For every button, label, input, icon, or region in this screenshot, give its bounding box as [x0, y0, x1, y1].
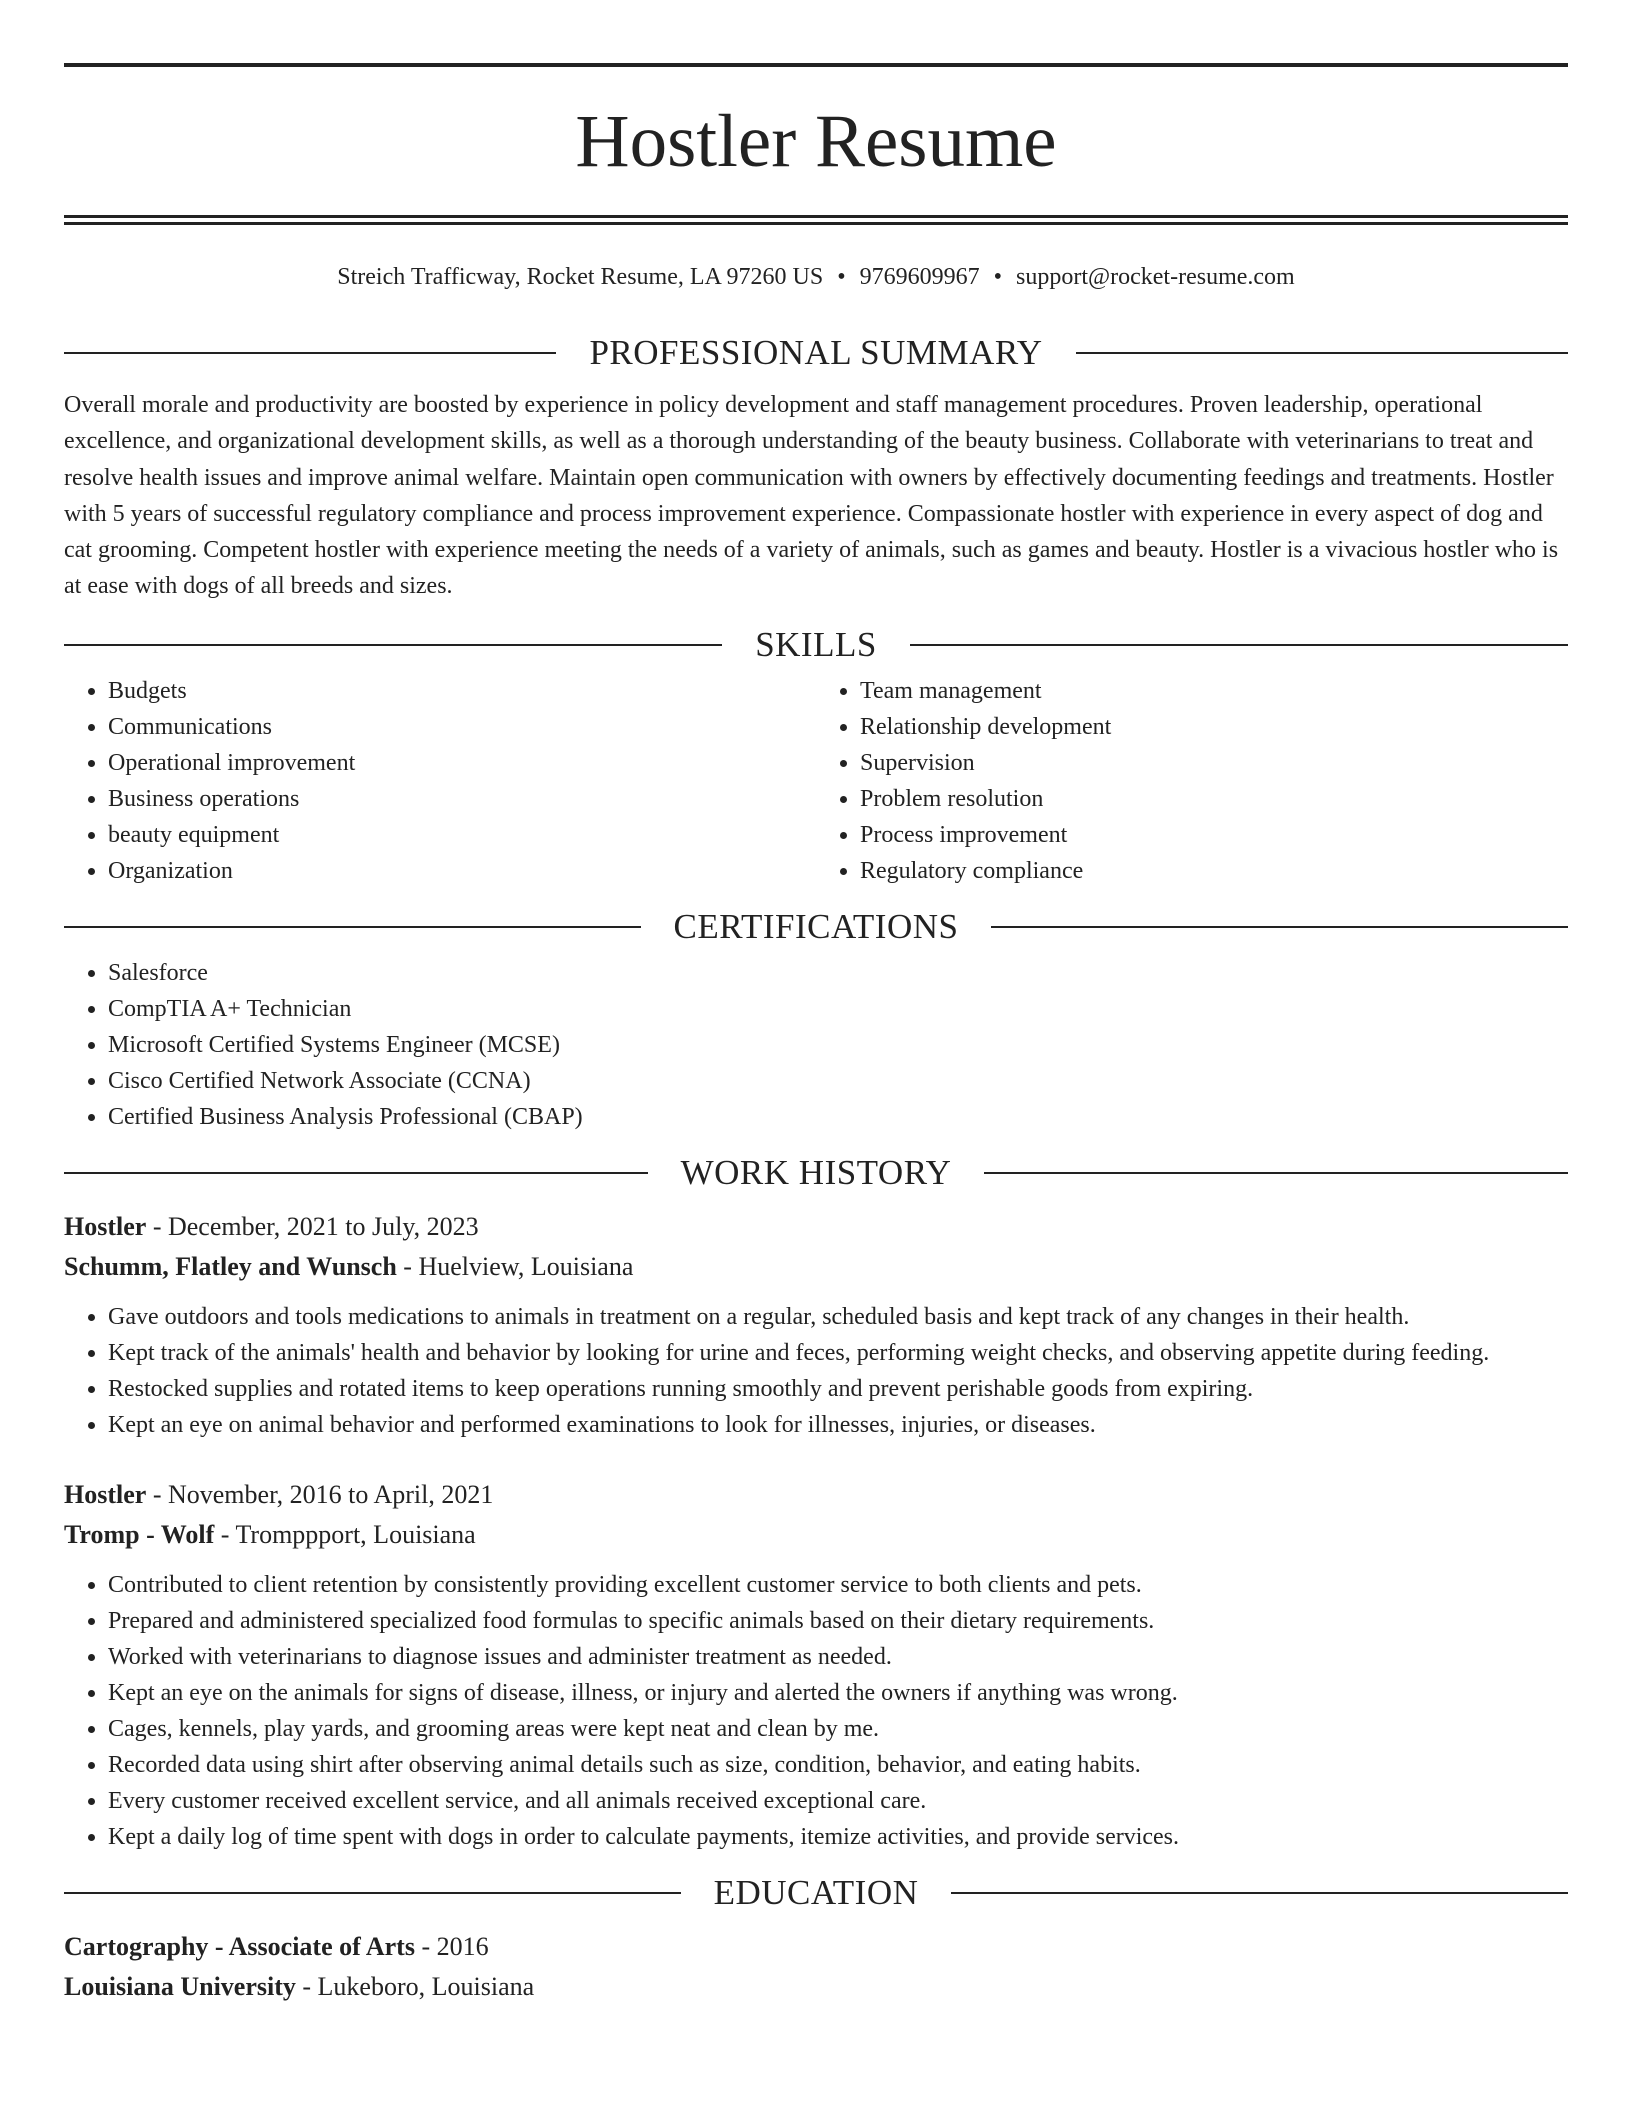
certifications-list: [64, 955, 1568, 1135]
resume-content: [64, 0, 1568, 2007]
job-dates: December, 2021 to July, 2023: [167, 1211, 479, 1241]
job-bullet: • Kept a daily log of time spent with dogs in order to calculate payments, itemize activities, and provide services.: [108, 1819, 1568, 1855]
top-rule: [64, 63, 1568, 67]
certification-item: • Certified Business Analysis Professional (CBAP): [108, 1099, 1568, 1135]
section-title-skills: SKILLS: [755, 624, 877, 664]
section-title-education: EDUCATION: [713, 1872, 919, 1912]
section-rule-right: [951, 1892, 1568, 1894]
certification-item: • CompTIA A+ Technician: [108, 991, 1568, 1027]
skill-item: • Communications: [108, 709, 816, 745]
job-company-line: Schumm, Flatley and Wunsch - Huelview, Louisiana: [64, 1251, 634, 1281]
job-bullet: • Cages, kennels, play yards, and grooming areas were kept neat and clean by me.: [108, 1711, 1568, 1747]
section-rule-right: [910, 644, 1568, 646]
summary-paragraph: Overall morale and productivity are boosted by experience in policy development and staff management procedures. Proven leadership, operational excellence, and organizational development skills, as well as a thorough understanding of the beauty business. Collaborate with veterinarians to treat and resolve health issues and improve animal welfare. Maintain open communication with owners by effectively documenting feedings and treatments. Hostler with 5 years of successful regulatory compliance and process improvement experience. Compassionate hostler with experience in every aspect of dog and cat grooming. Competent hostler with experience meeting the needs of a variety of animals, such as games and beauty. Hostler is a vivacious hostler who is at ease with dogs of all breeds and sizes.: [64, 392, 1559, 600]
contact-address: Streich Trafficway, Rocket Resume, LA 97260 US: [337, 264, 824, 290]
section-header-skills: [64, 623, 1568, 667]
section-header-summary: [64, 331, 1568, 375]
job-location: Tromppport, Louisiana: [235, 1519, 476, 1549]
job-bullet: • Kept track of the animals' health and behavior by looking for urine and feces, performing weight checks, and observing appetite during feeding.: [108, 1335, 1568, 1371]
skill-item: • Regulatory compliance: [860, 853, 1568, 889]
education-school: Louisiana University: [64, 1971, 296, 2001]
skill-item: • Problem resolution: [860, 781, 1568, 817]
job-company: Schumm, Flatley and Wunsch: [64, 1251, 397, 1281]
job-bullets: [64, 1567, 1568, 1855]
skill-item: • Business operations: [108, 781, 816, 817]
skill-item: • Process improvement: [860, 817, 1568, 853]
section-rule-left: [64, 352, 556, 354]
skill-item: • beauty equipment: [108, 817, 816, 853]
skills-columns: [64, 673, 1568, 889]
job-bullet: • Worked with veterinarians to diagnose issues and administer treatment as needed.: [108, 1639, 1568, 1675]
job-spacer: [64, 1443, 1568, 1475]
section-rule-right: [1076, 352, 1568, 354]
contact-email: support@rocket-resume.com: [1016, 264, 1295, 290]
section-header-work-history: [64, 1151, 1568, 1195]
section-rule-right: [984, 1172, 1568, 1174]
job-bullets: [64, 1299, 1568, 1443]
section-rule-left: [64, 1892, 681, 1894]
job-dates: November, 2016 to April, 2021: [167, 1479, 494, 1509]
certification-item: • Salesforce: [108, 955, 1568, 991]
job-location: Huelview, Louisiana: [418, 1251, 634, 1281]
education-degree-line: Cartography - Associate of Arts - 2016: [64, 1931, 489, 1961]
section-header-education: [64, 1871, 1568, 1915]
section-rule-left: [64, 926, 641, 928]
job-title-line: Hostler - December, 2021 to July, 2023: [64, 1211, 479, 1241]
job-title: Hostler: [64, 1211, 147, 1241]
section-title-certifications: CERTIFICATIONS: [673, 906, 959, 946]
section-title-work-history: WORK HISTORY: [680, 1152, 952, 1192]
skill-item: • Team management: [860, 673, 1568, 709]
skill-item: • Budgets: [108, 673, 816, 709]
section-title-summary: PROFESSIONAL SUMMARY: [589, 333, 1043, 372]
section-rule-left: [64, 644, 722, 646]
job-company: Tromp - Wolf: [64, 1519, 215, 1549]
skill-item: • Supervision: [860, 745, 1568, 781]
contact-line: [64, 261, 1568, 293]
section-rule-left: [64, 1172, 648, 1174]
resume-title: Hostler Resume: [575, 100, 1057, 183]
job-bullet: • Kept an eye on the animals for signs of disease, illness, or injury and alerted the owners if anything was wrong.: [108, 1675, 1568, 1711]
skills-list-right: [816, 673, 1568, 889]
job-company-line: Tromp - Wolf - Tromppport, Louisiana: [64, 1519, 476, 1549]
education-year: 2016: [436, 1931, 489, 1961]
certification-item: • Cisco Certified Network Associate (CCNA): [108, 1063, 1568, 1099]
education-degree: Cartography - Associate of Arts: [64, 1931, 415, 1961]
job-bullet: • Gave outdoors and tools medications to animals in treatment on a regular, scheduled basis and kept track of any changes in their health.: [108, 1299, 1568, 1335]
section-rule-right: [991, 926, 1568, 928]
contact-separator: •: [837, 264, 846, 290]
skill-item: • Operational improvement: [108, 745, 816, 781]
job-bullet: • Prepared and administered specialized food formulas to specific animals based on their dietary requirements.: [108, 1603, 1568, 1639]
skill-item: • Organization: [108, 853, 816, 889]
education-location: Lukeboro, Louisiana: [317, 1971, 535, 2001]
job-bullet: • Restocked supplies and rotated items to keep operations running smoothly and prevent perishable goods from expiring.: [108, 1371, 1568, 1407]
certification-item: • Microsoft Certified Systems Engineer (MCSE): [108, 1027, 1568, 1063]
section-header-certifications: [64, 905, 1568, 949]
job-bullet: • Kept an eye on animal behavior and performed examinations to look for illnesses, injuries, or diseases.: [108, 1407, 1568, 1443]
job-bullet: • Recorded data using shirt after observing animal details such as size, condition, behavior, and eating habits.: [108, 1747, 1568, 1783]
job-bullet: • Contributed to client retention by consistently providing excellent customer service to both clients and pets.: [108, 1567, 1568, 1603]
job-title: Hostler: [64, 1479, 147, 1509]
contact-separator: •: [993, 264, 1003, 290]
job-entry: [64, 1207, 1568, 1443]
skill-item: • Relationship development: [860, 709, 1568, 745]
job-bullet: • Every customer received excellent service, and all animals received exceptional care.: [108, 1783, 1568, 1819]
education-school-line: Louisiana University - Lukeboro, Louisiana: [64, 1971, 535, 2001]
title-double-rule: [64, 215, 1568, 225]
job-title-line: Hostler - November, 2016 to April, 2021: [64, 1479, 494, 1509]
contact-phone: 9769609967: [859, 264, 980, 290]
job-entry: [64, 1475, 1568, 1855]
skills-list-left: [64, 673, 816, 889]
